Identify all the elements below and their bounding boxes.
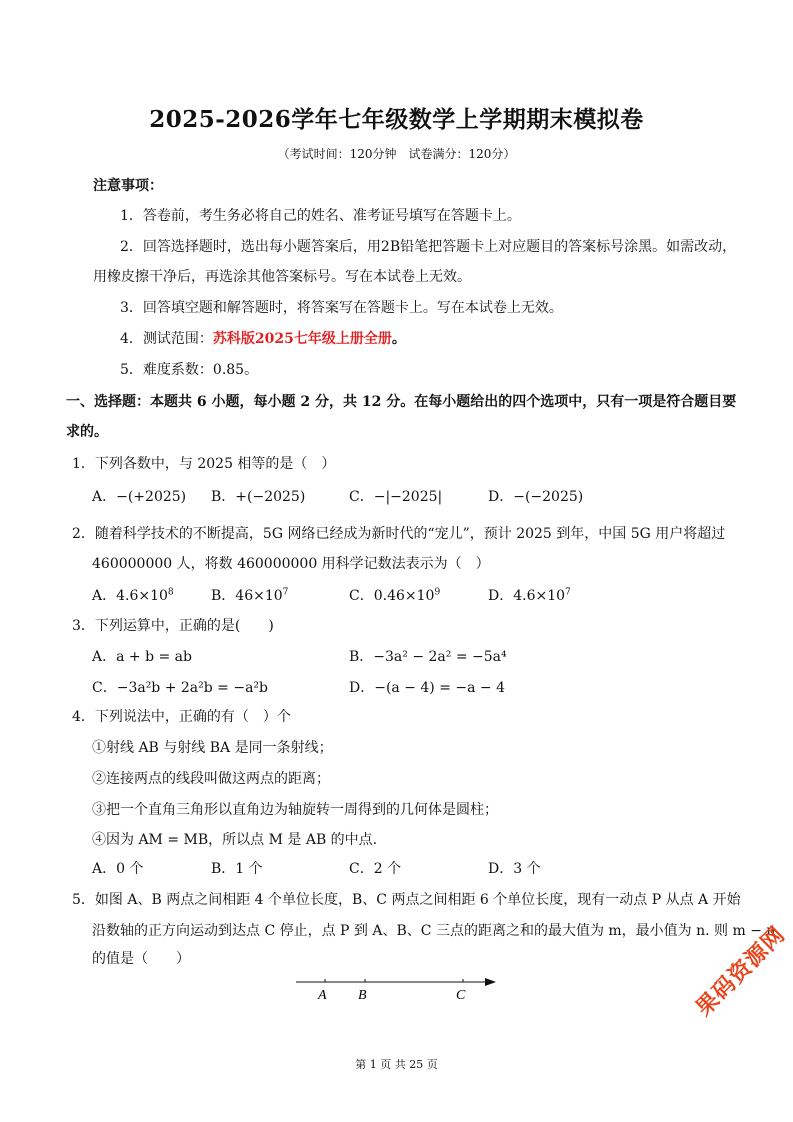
notice-heading: 注意事项： (93, 178, 163, 194)
notice-item-3: 3．回答填空题和解答题时，将答案写在答题卡上。写在本试卷上无效。 (120, 300, 563, 316)
q4-statement-4: ④因为 AM = MB，所以点 M 是 AB 的中点. (92, 832, 378, 848)
q4-option-b: B．1 个 (211, 861, 263, 877)
q2-option-c: C．$0.46\times 10^9$ (349, 587, 441, 604)
number-line-figure (296, 974, 496, 1004)
section-1-heading-cont: 求的。 (66, 424, 108, 440)
q5-stem-1: 5．如图 A、B 两点之间相距 4 个单位长度，B、C 两点之间相距 6 个单位长度，现有一动点 P 从点 A 开始 (72, 892, 741, 908)
q4-option-c: C．2 个 (349, 861, 402, 877)
q3-option-a: A．a + b = ab (92, 649, 192, 665)
q5-stem-3: 的值是（ ） (92, 951, 190, 967)
q2-option-d: D．$4.6\times 10^7$ (488, 587, 571, 604)
q3-stem: 3．下列运算中，正确的是( ) (72, 618, 274, 634)
notice-item-4-suffix: 。 (391, 331, 406, 347)
q3-option-d: D．−(a − 4) = −a − 4 (349, 680, 506, 696)
notice-item-5: 5．难度系数：0.85。 (120, 362, 259, 378)
q3-option-c: C．−3a²b + 2a²b = −a²b (92, 680, 269, 696)
page-footer: 第 1 页 共 25 页 (355, 1058, 438, 1071)
q2-option-a: A．$4.6\times 10^8$ (92, 587, 174, 604)
page-subtitle: （考试时间：120分钟 试卷满分：120分） (277, 147, 516, 161)
q1-option-b: B．+(−2025) (211, 489, 306, 505)
test-scope: 苏科版2025七年级上册全册 (212, 331, 392, 347)
q2-stem-2: 460000000 人，将数 460000000 用科学记数法表示为（ ） (92, 556, 490, 572)
q4-option-a: A．0 个 (92, 861, 144, 877)
q4-statement-1: ①射线 AB 与射线 BA 是同一条射线； (92, 740, 333, 756)
q5-stem-2: 沿数轴的正方向运动到达点 C 停止，点 P 到 A、B、C 三点的距离之和的最大值为 m，最小值为 n. 则 m − n (92, 923, 776, 939)
q3-option-b: B．−3a² − 2a² = −5a⁴ (349, 649, 507, 665)
q1-option-d: D．−(−2025) (488, 489, 584, 505)
notice-item-4 (120, 330, 406, 348)
notice-item-2a: 2．回答选择题时，选出每小题答案后，用2B铅笔把答题卡上对应题目的答案标号涂黑。如需改动， (120, 239, 737, 255)
section-1-heading: 一、选择题：本题共 6 小题，每小题 2 分，共 12 分。在每小题给出的四个选项中，只有一项是符合题目要 (66, 394, 737, 410)
point-c-label: C (456, 988, 466, 1003)
page-title: 2025-2026学年七年级数学上学期期末模拟卷 (149, 106, 644, 133)
notice-item-2b: 用橡皮擦干净后，再选涂其他答案标号。写在本试卷上无效。 (93, 269, 471, 285)
notice-item-4-prefix: 4．测试范围： (120, 331, 213, 347)
point-a-label: A (318, 988, 327, 1003)
q4-statement-3: ③把一个直角三角形以直角边为轴旋转一周得到的几何体是圆柱； (92, 802, 498, 818)
q1-stem: 1．下列各数中，与 2025 相等的是（ ） (72, 456, 336, 472)
q4-statement-2: ②连接两点的线段叫做这两点的距离； (92, 771, 330, 787)
number-line-arrow (485, 978, 496, 986)
watermark-logo: 果码资源网 (691, 922, 791, 1022)
q2-option-b: B．$46\times 10^7$ (211, 587, 289, 604)
point-b-label: B (358, 988, 367, 1003)
q4-stem: 4．下列说法中，正确的有（ ）个 (72, 709, 291, 725)
q1-option-c: C．−|−2025| (349, 489, 443, 505)
q1-option-a: A．−(+2025) (92, 489, 187, 505)
notice-item-1: 1．答卷前，考生务必将自己的姓名、准考证号填写在答题卡上。 (120, 208, 521, 224)
q2-stem-1: 2．随着科学技术的不断提高，5G 网络已经成为新时代的“宠儿”，预计 2025 到年，中国 5G 用户将超过 (72, 526, 726, 542)
q4-option-d: D．3 个 (488, 861, 541, 877)
